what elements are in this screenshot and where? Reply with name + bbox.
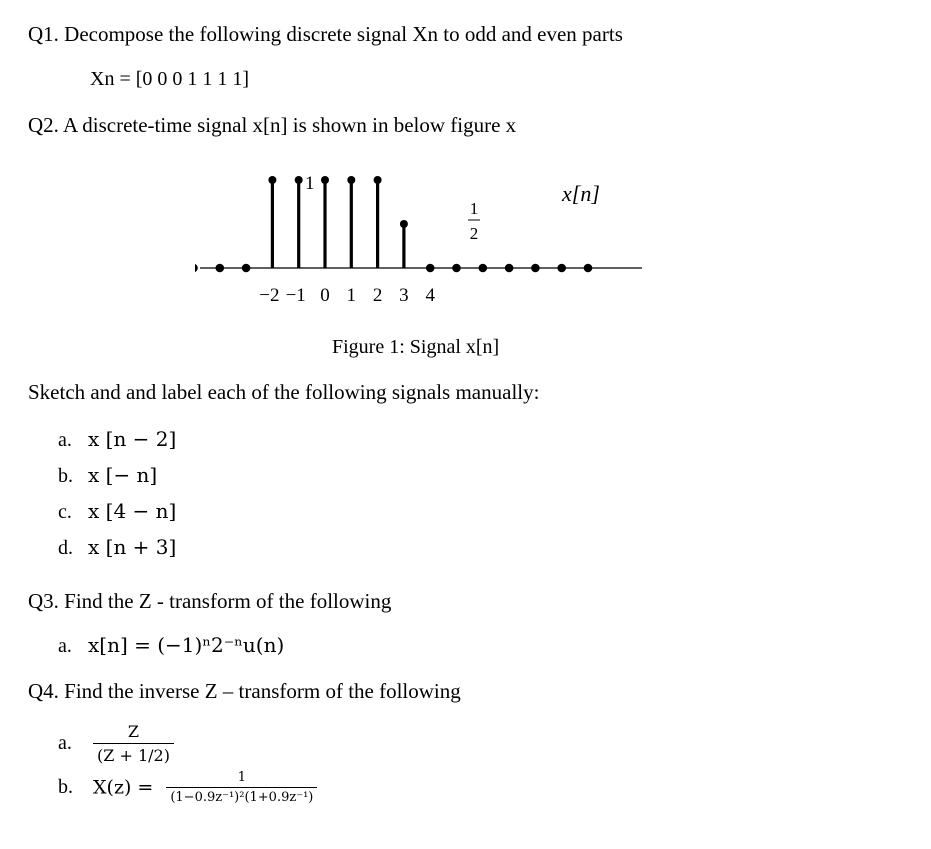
stem-point — [557, 264, 566, 273]
stem-point — [321, 176, 329, 184]
item-label: a. — [58, 635, 72, 657]
item-label: b. — [58, 465, 73, 487]
stem-point — [216, 264, 225, 273]
tick-label: 0 — [320, 285, 330, 306]
q3-title: Q3. Find the Z - transform of the following — [28, 589, 392, 613]
stem-point — [242, 264, 251, 273]
stem-point — [295, 176, 303, 184]
item-label: a. — [58, 732, 72, 754]
stem-point — [531, 264, 540, 273]
tick-label: 1 — [346, 285, 357, 306]
q2-item-b — [58, 463, 157, 488]
figure-top-label: 1 — [305, 173, 315, 194]
stem-point — [268, 176, 276, 184]
tick-labels-group — [259, 285, 435, 306]
q2-instruction: Sketch and and label each of the following signals manually: — [28, 380, 540, 404]
q2-item-c — [58, 499, 176, 524]
q4b-lhs: X(z) = — [93, 776, 154, 799]
stem-point — [374, 176, 382, 184]
q4-item-a — [58, 722, 174, 765]
q4b-denominator: (1−0.9z⁻¹)²(1+0.9z⁻¹) — [166, 787, 317, 805]
item-expr: x [n − 2] — [88, 427, 177, 451]
tick-label: −2 — [259, 285, 280, 306]
item-expr: x [n + 3] — [88, 535, 177, 559]
figure-half-numerator: 1 — [469, 199, 479, 218]
q4b-numerator: 1 — [237, 770, 246, 785]
item-expr: x [− n] — [88, 463, 158, 487]
figure-caption: Figure 1: Signal x[n] — [332, 336, 500, 358]
q4a-denominator: (Z + 1/2) — [93, 743, 174, 765]
item-expr: x [4 − n] — [88, 499, 177, 523]
stem-point — [584, 264, 593, 273]
tick-label: 2 — [372, 285, 383, 306]
q2-item-d — [58, 535, 176, 560]
item-label: a. — [58, 429, 72, 451]
figure-signal-label: x[n] — [562, 181, 600, 206]
q2-title: Q2. A discrete-time signal x[n] is shown in below figure x — [28, 113, 517, 137]
q4a-fraction — [93, 722, 174, 765]
figure-half-denominator: 2 — [469, 224, 479, 243]
item-label: d. — [58, 537, 73, 559]
stem-point — [452, 264, 461, 273]
stem-point — [347, 176, 355, 184]
stem-point — [426, 264, 435, 273]
stem-point — [195, 264, 198, 273]
stem-point — [400, 220, 408, 228]
item-expr: x[n] = (−1)ⁿ2⁻ⁿu(n) — [88, 633, 285, 657]
item-label: c. — [58, 501, 72, 523]
q1-title: Q1. Decompose the following discrete signal Xn to odd and even parts — [28, 22, 623, 46]
stems-group — [195, 176, 592, 272]
q3-item-a — [58, 633, 284, 658]
stem-point — [479, 264, 488, 273]
q2-item-a — [58, 427, 176, 452]
q1-signal: Xn = [0 0 0 1 1 1 1] — [90, 68, 250, 90]
q4b-fraction — [166, 770, 317, 805]
stem-point — [505, 264, 514, 273]
tick-label: 4 — [425, 285, 435, 306]
q4a-numerator: Z — [127, 722, 140, 741]
tick-label: −1 — [285, 285, 306, 306]
tick-label: 3 — [399, 285, 409, 306]
signal-figure — [195, 168, 645, 318]
q4-item-b — [58, 770, 317, 805]
q4-title: Q4. Find the inverse Z – transform of the following — [28, 679, 461, 703]
item-label: b. — [58, 776, 73, 798]
